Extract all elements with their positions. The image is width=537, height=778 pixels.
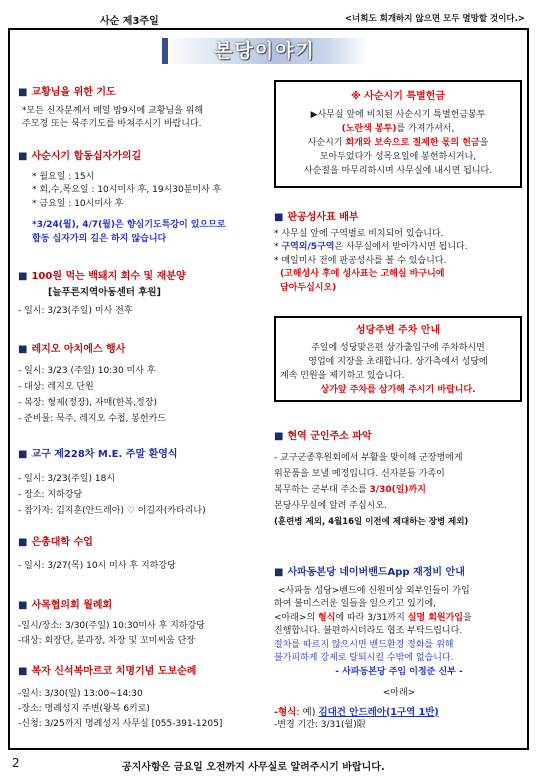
text-line: - 복장: 형제(정장), 자매(한복,정장) <box>18 397 157 408</box>
text-line: 사순시기 회개와 보속으로 절제한 몫의 헌금을 <box>307 138 489 148</box>
text-line: 하여 불미스러운 일들을 일으키고 있기에, <box>274 599 437 609</box>
section-title-stations: ■ 사순시기 합동십자가의길 <box>18 151 142 162</box>
text-line: (고해성사 후에 성사표는 고해실 바구니에 <box>280 269 445 279</box>
text-line: -대상: 회장단, 분과장, 차장 및 꼬미씨움 단장 <box>18 635 195 646</box>
notice-line: *3/24(월), 4/7(월)은 향심기도특강이 있으므로 <box>32 220 226 230</box>
banner <box>162 38 368 64</box>
section-me <box>18 448 270 519</box>
square-bullet-icon: ■ <box>274 431 284 442</box>
banner-accent-bar <box>162 38 168 64</box>
box-title: 성당주변 주차 안내 <box>355 325 441 336</box>
text-line: -일시: 3/30(일) 13:00~14:30 <box>18 688 143 699</box>
text-line: ▶사무실 앞에 비치된 사순시기 특별헌금봉투 <box>310 110 486 120</box>
section-confession <box>274 211 524 295</box>
text-line: 담아두십시오) <box>280 282 337 293</box>
text-line: 본당사무실에 알려 주십시오. <box>274 500 387 511</box>
text-line: 절차를 따르지 않으시면 밴드환경 정화를 위해 <box>274 639 454 650</box>
format-line: -형식: 예) 김대건 안드레아(1구역 1반) <box>274 706 439 718</box>
text-line: (훈련병 제외, 4월16일 이전에 제대하는 장병 제외) <box>274 516 469 527</box>
left-column <box>18 86 270 132</box>
section-stations <box>18 150 270 246</box>
text-line: -일시/장소: 3/30(주일) 10:30미사 후 지하강당 <box>18 620 205 631</box>
text-line: - 참가자: 김지훈(안드레아) ♡ 이길자(카타리나) <box>18 505 206 516</box>
text-line: 사순절을 마무리하시며 사무실에 내시면 됩니다. <box>303 166 493 176</box>
square-bullet-icon: ■ <box>274 212 284 223</box>
header-right: <너희도 회개하지 않으면 모두 멸망할 것이다.> <box>344 14 525 24</box>
text-line: - 대상: 레지오 단원 <box>18 381 94 392</box>
text-line: -변경 기간: 3/31(월)限 <box>274 720 366 730</box>
square-bullet-icon: ■ <box>18 600 28 611</box>
section-band <box>274 566 524 733</box>
section-grace <box>18 536 270 573</box>
box-lent-offering <box>274 80 522 188</box>
section-pilgrimage <box>18 665 270 732</box>
text-line: * 매일미사 전에 판공성사를 볼 수 있습니다. <box>274 255 447 266</box>
text-line: 주모경 또는 묵주기도를 바쳐주시기 바랍니다. <box>22 119 202 129</box>
text-line: 주일에 성당맞은편 상가출입구에 주차하시면 <box>311 343 485 353</box>
text-line: 모아두었다가 성목요일에 봉헌하시거나, <box>319 152 477 162</box>
text-line: * 사무실 앞에 구역별로 비치되어 있습니다. <box>274 228 444 239</box>
emphasis-line: 상가앞 주차를 삼가해 주시기 바랍니다. <box>320 385 476 395</box>
section-title-soldiers: ■ 현역 군인주소 파악 <box>274 431 372 442</box>
text-line: *모든 신자분께서 매일 밤9시에 교황님을 위해 <box>22 105 204 116</box>
text-line: -장소: 명례성지 주변(왕복 6키로) <box>18 703 150 714</box>
square-bullet-icon: ■ <box>18 666 28 677</box>
footer-message: 공지사항은 금요일 오전까지 사무실로 알려주시기 바랍니다. <box>122 762 385 773</box>
banner-title: 본당이야기 <box>214 40 316 62</box>
text-line: * 회,수,목요일 : 10시미사 후, 19시30분미사 후 <box>32 185 222 195</box>
text-line: -신청: 3/25까지 명례성지 사무실 [055-391-1205] <box>18 718 223 729</box>
text-line: - 일시: 3/23 (주일) 10:30 미사 후 <box>18 365 156 376</box>
text-line: - 일시: 3/23(주일) 18시 <box>18 473 116 484</box>
section-title-pilgrimage: ■ 복자 신석복마르코 치명기념 도보순례 <box>18 666 197 677</box>
section-title-prayer: ■ 교황님을 위한 기도 <box>18 87 116 98</box>
section-title-council: ■ 사목협의회 월례회 <box>18 600 113 611</box>
text-line: 계속 민원을 제기하고 있습니다. <box>280 371 405 381</box>
text-line: 영업에 지장을 초래합니다. 상가측에서 성당에 <box>308 357 488 367</box>
section-council <box>18 599 270 649</box>
section-title-me: ■ 교구 제228차 M.E. 주말 환영식 <box>18 449 178 460</box>
section-title-confession: ■ 판공성사표 배부 <box>274 212 359 223</box>
text-line: * 금요일 : 10시미사 후 <box>32 198 124 209</box>
text-line: - 준비물: 묵주, 레지오 수첩, 봉헌카드 <box>18 413 167 424</box>
header-left: 사순 제3주일 <box>100 16 159 27</box>
page-number: 2 <box>12 756 20 770</box>
signature-line: - 사파동본당 주임 이정준 신부 - <box>335 666 463 677</box>
square-bullet-icon: ■ <box>18 537 28 548</box>
section-title-piggy: ■ 100원 먹는 백돼지 회수 및 재분양 <box>18 271 186 282</box>
text-line: - 일시: 3/27(목) 10시 미사 후 지하강당 <box>18 560 176 571</box>
text-line: 복무하는 군부대 주소를 3/30(일)까지 <box>274 484 426 495</box>
text-line: 위문품을 보낼 예정입니다. 신자분들 가족이 <box>274 468 445 479</box>
section-soldiers <box>274 430 524 530</box>
page-header <box>0 10 537 26</box>
text-line: * 월요일 : 15시 <box>32 171 95 182</box>
section-title-band: ■ 사파동본당 네이버밴드App 재정비 안내 <box>274 567 465 578</box>
text-line: 불가피하게 강제로 탈퇴시킬 수밖에 없습니다. <box>274 653 454 663</box>
box-parking <box>274 316 522 402</box>
square-bullet-icon: ■ <box>274 567 284 578</box>
section-title-legio: ■ 레지오 아치에스 행사 <box>18 344 126 355</box>
sponsor-line: [늘푸른지역아동센터 후원] <box>48 286 161 298</box>
section-title-grace: ■ 은총대학 수업 <box>18 537 93 548</box>
box-title: ※ 사순시기 특별헌금 <box>351 91 445 102</box>
text-line: - 교구군종후원회에서 부활을 맞이해 군장병에게 <box>274 452 463 463</box>
square-bullet-icon: ■ <box>18 449 28 460</box>
square-bullet-icon: ■ <box>18 151 28 162</box>
text-line: 진행합니다. 불편하시더라도 협조 부탁드립니다. <box>274 626 463 636</box>
text-line: <아래>의 형식에 따라 3/31까지 실명 회원가입을 <box>274 612 472 623</box>
text-line: <사파동 성당>밴드에 신원미상 외부인들이 가입 <box>278 585 470 596</box>
text-line: - 장소: 지하강당 <box>18 489 83 500</box>
square-bullet-icon: ■ <box>18 87 28 98</box>
text-line: <아래> <box>382 688 416 698</box>
section-piggy <box>18 270 270 319</box>
text-line: * 구역외/5구역은 사무실에서 받아가시면 됩니다. <box>274 242 468 252</box>
square-bullet-icon: ■ <box>18 271 28 282</box>
text-line: (노란색 봉투)를 가져가셔서, <box>341 124 455 134</box>
notice-line: 합동 십자가의 길은 하지 않습니다 <box>32 233 167 244</box>
text-line: - 일시: 3/23(주일) 미사 전후 <box>18 306 133 316</box>
section-legio <box>18 343 270 427</box>
square-bullet-icon: ■ <box>18 344 28 355</box>
